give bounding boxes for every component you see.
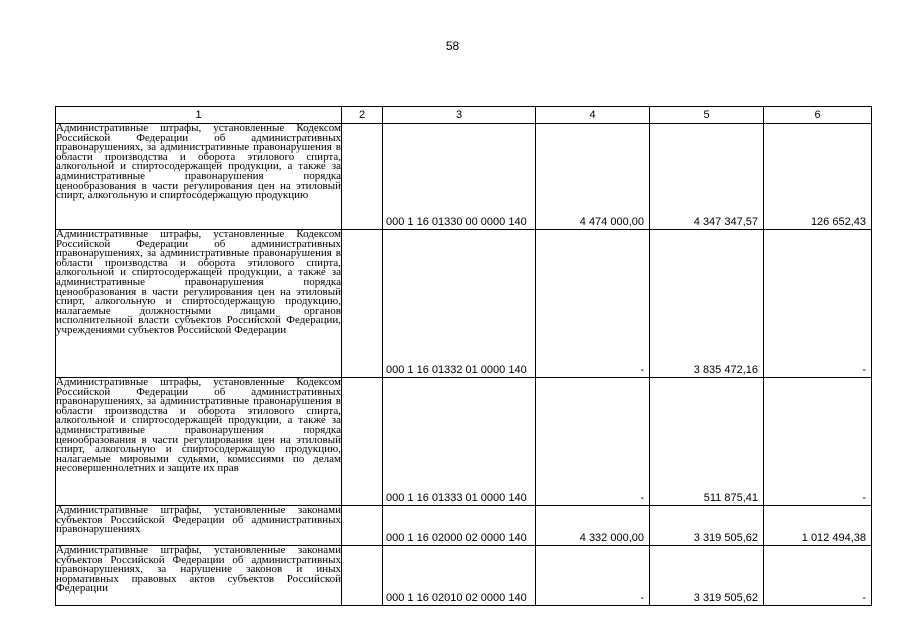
revenue-table: [55, 106, 872, 606]
description-cell: Административные штрафы, установленные Кодексом Российской Федерации об административных правонарушениях, за административные правонарушения в области производства и оборота этилового спирта, алкогольной и спиртосодержащей продукции, а также за административные правонарушения порядка ценообразования в части регулирования цен на этиловый спирт, алкогольную и спиртосодержащую продукцию, налагаемые должностными лицами органов исполнительной власти субъектов Российской Федерации, учреждениями субъектов Российской Федерации: [56, 230, 342, 378]
column-2-cell: [342, 230, 383, 378]
header-cell: 1: [56, 107, 342, 124]
description-cell: Административные штрафы, установленные законами субъектов Российской Федерации об административных правонарушениях, за нарушение законов и иных нормативных правовых актов субъектов Российской Федерации: [56, 546, 342, 606]
executed-amount-cell: 3 319 505,62: [650, 546, 764, 606]
table-row: [56, 378, 872, 506]
table-row: [56, 506, 872, 546]
budget-code-cell: 000 1 16 02000 02 0000 140: [383, 506, 536, 546]
approved-amount-cell: 4 474 000,00: [536, 124, 650, 230]
executed-amount-cell: 4 347 347,57: [650, 124, 764, 230]
approved-amount-cell: -: [536, 546, 650, 606]
column-2-cell: [342, 378, 383, 506]
remaining-amount-cell: -: [764, 230, 872, 378]
table-row: [56, 546, 872, 606]
column-2-cell: [342, 124, 383, 230]
header-cell: 6: [764, 107, 872, 124]
description-cell: Административные штрафы, установленные Кодексом Российской Федерации об административных правонарушениях, за административные правонарушения в области производства и оборота этилового спирта, алкогольной и спиртосодержащей продукции, а также за административные правонарушения порядка ценообразования в части регулирования цен на этиловый спирт, алкогольную и спиртосодержащую продукцию, налагаемые мировыми судьями, комиссиями по делам несовершеннолетних и защите их прав: [56, 378, 342, 506]
table-row: [56, 230, 872, 378]
header-row: [56, 107, 872, 124]
budget-code-cell: 000 1 16 01333 01 0000 140: [383, 378, 536, 506]
column-2-cell: [342, 546, 383, 606]
executed-amount-cell: 3 835 472,16: [650, 230, 764, 378]
header-cell: 5: [650, 107, 764, 124]
remaining-amount-cell: 126 652,43: [764, 124, 872, 230]
column-2-cell: [342, 506, 383, 546]
description-cell: Административные штрафы, установленные Кодексом Российской Федерации об административных правонарушениях, за административные правонарушения в области производства и оборота этилового спирта, алкогольной и спиртосодержащей продукции, а также за административные правонарушения порядка ценообразования в части регулирования цен на этиловый спирт, алкогольную и спиртосодержащую продукцию: [56, 124, 342, 230]
description-cell: Административные штрафы, установленные законами субъектов Российской Федерации об административных правонарушениях: [56, 506, 342, 546]
remaining-amount-cell: -: [764, 378, 872, 506]
remaining-amount-cell: 1 012 494,38: [764, 506, 872, 546]
approved-amount-cell: -: [536, 378, 650, 506]
header-cell: 3: [383, 107, 536, 124]
executed-amount-cell: 3 319 505,62: [650, 506, 764, 546]
table-row: [56, 124, 872, 230]
budget-code-cell: 000 1 16 02010 02 0000 140: [383, 546, 536, 606]
header-cell: 4: [536, 107, 650, 124]
page-number: 58: [445, 39, 460, 53]
budget-code-cell: 000 1 16 01332 01 0000 140: [383, 230, 536, 378]
approved-amount-cell: 4 332 000,00: [536, 506, 650, 546]
header-cell: 2: [342, 107, 383, 124]
approved-amount-cell: -: [536, 230, 650, 378]
executed-amount-cell: 511 875,41: [650, 378, 764, 506]
remaining-amount-cell: -: [764, 546, 872, 606]
budget-code-cell: 000 1 16 01330 00 0000 140: [383, 124, 536, 230]
